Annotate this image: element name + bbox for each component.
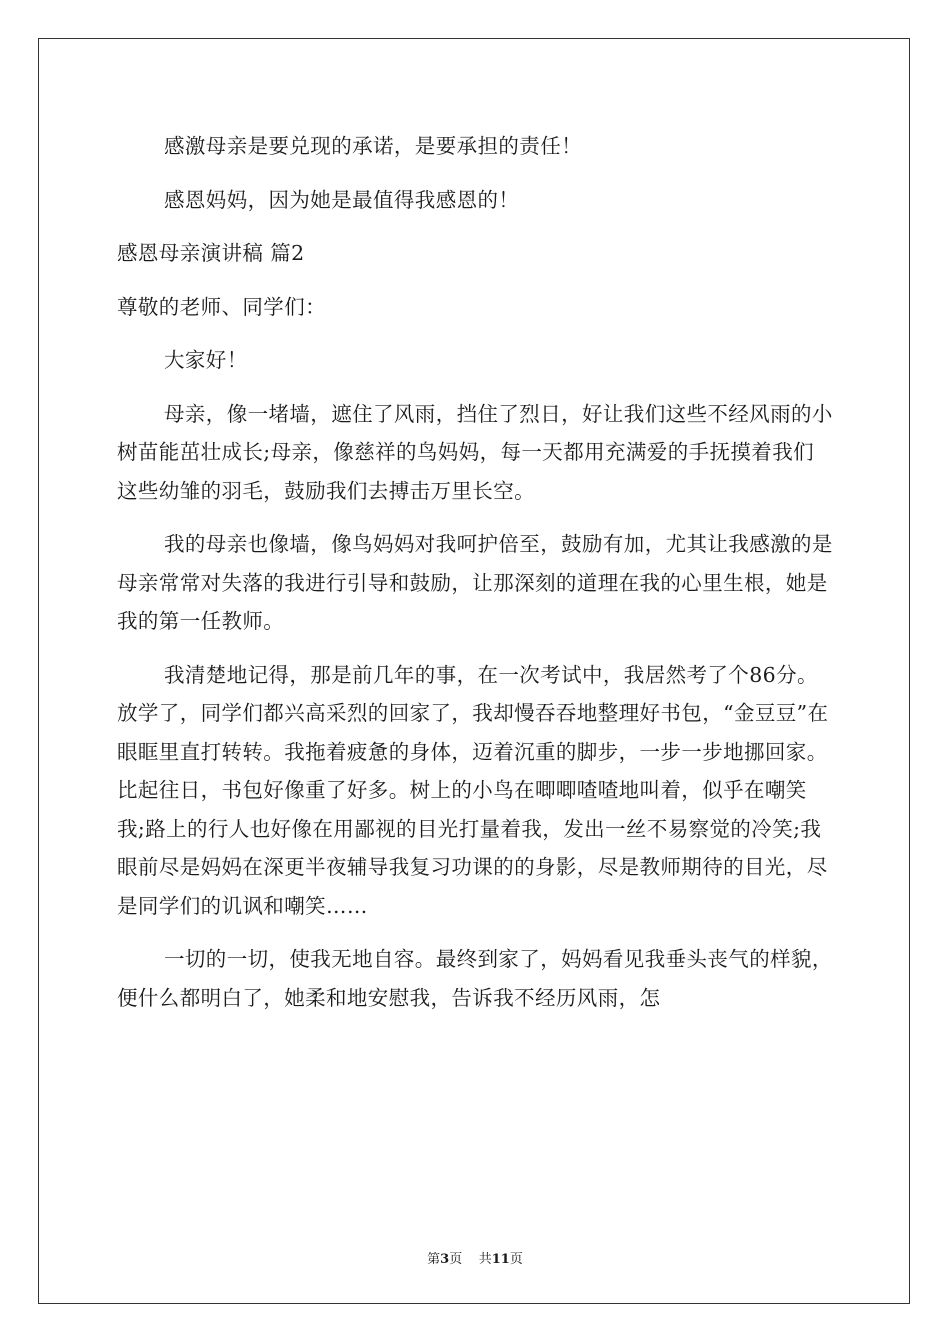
document-body	[117, 127, 833, 1017]
paragraph-exam-memory: 我清楚地记得，那是前几年的事，在一次考试中，我居然考了个86分。放学了，同学们都兴高采烈的回家了，我却慢吞吞地整理好书包，“金豆豆”在眼眶里直打转转。我拖着疲惫的身体，迈着沉重的脚步，一步一步地挪回家。比起往日，书包好像重了好多。树上的小鸟在唧唧喳喳地叫着，似乎在嘲笑我;路上的行人也好像在用鄙视的目光打量着我，发出一丝不易察觉的冷笑;我眼前尽是妈妈在深更半夜辅导我复习功课的的身影，尽是教师期待的目光，尽是同学们的讥讽和嘲笑……	[117, 662, 829, 918]
paragraph-arriving-home: 一切的一切，使我无地自容。最终到家了，妈妈看见我垂头丧气的样貌，便什么都明白了，她柔和地安慰我，告诉我不经历风雨，怎	[117, 947, 833, 1010]
paragraph-first-teacher: 我的母亲也像墙，像鸟妈妈对我呵护倍至，鼓励有加，尤其让我感激的是母亲常常对失落的我进行引导和鼓励，让那深刻的道理在我的心里生根，她是我的第一任教师。	[117, 532, 833, 633]
page-suffix: 页	[449, 1252, 463, 1267]
page-prefix: 第	[427, 1252, 441, 1267]
total-pages: 11	[491, 1252, 510, 1267]
salutation: 尊敬的老师、同学们：	[117, 294, 326, 319]
greeting: 大家好！	[164, 348, 248, 372]
total-prefix: 共	[478, 1252, 492, 1267]
total-suffix: 页	[509, 1252, 523, 1267]
paragraph-mother-wall: 母亲，像一堵墙，遮住了风雨，挡住了烈日，好让我们这些不经风雨的小树苗能茁壮成长;母亲，像慈祥的鸟妈妈，每一天都用充满爱的手抚摸着我们这些幼雏的羽毛，鼓励我们去搏击万里长空。	[117, 401, 833, 503]
page-number: 3	[440, 1252, 450, 1267]
page-footer	[0, 1248, 950, 1267]
paragraph-gratitude-promise: 感激母亲是要兑现的承诺，是要承担的责任！	[164, 134, 582, 158]
paragraph-thank-mom: 感恩妈妈，因为她是最值得我感恩的！	[164, 187, 520, 212]
section-heading: 感恩母亲演讲稿 篇2	[117, 241, 305, 265]
